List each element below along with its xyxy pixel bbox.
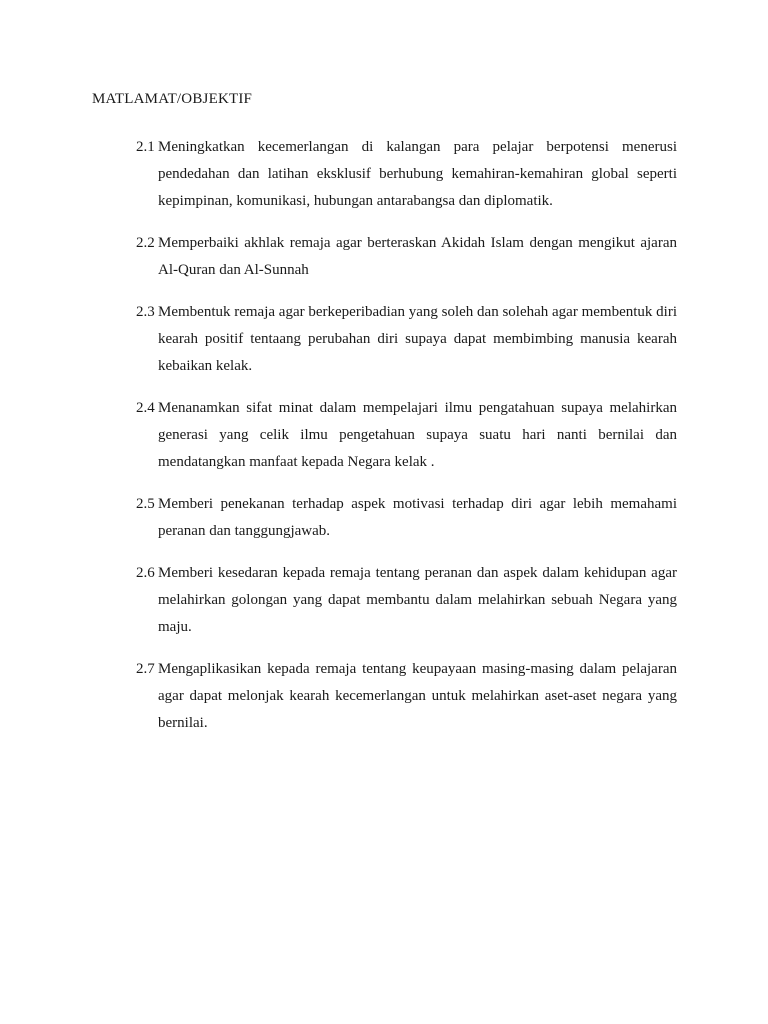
objective-text: Mengaplikasikan kepada remaja tentang keupayaan masing-masing dalam pelajaran agar dapat melonjak kearah kecemerlangan untuk melahirkan aset-aset negara yang bernilai. xyxy=(158,661,677,731)
objective-number: 2.2 xyxy=(136,235,155,251)
objective-text: Membentuk remaja agar berkeperibadian yang soleh dan solehah agar membentuk diri kearah positif tentaang perubahan diri supaya dapat membimbing manusia kearah kebaikan kelak. xyxy=(158,304,677,374)
objective-text: Memberi kesedaran kepada remaja tentang peranan dan aspek dalam kehidupan agar melahirkan golongan yang dapat membantu dalam melahirkan sebuah Negara yang maju. xyxy=(158,565,677,635)
objective-number: 2.3 xyxy=(136,304,155,320)
objective-text: Meningkatkan kecemerlangan di kalangan para pelajar berpotensi menerusi pendedahan dan latihan eksklusif berhubung kemahiran-kemahiran global seperti kepimpinan, komunikasi, hubungan antarabangsa dan diplomatik. xyxy=(158,139,677,209)
objective-item xyxy=(136,395,677,476)
objective-text: Memperbaiki akhlak remaja agar berteraskan Akidah Islam dengan mengikut ajaran Al-Quran dan Al-Sunnah xyxy=(158,235,677,278)
objective-item xyxy=(136,299,677,380)
objective-item xyxy=(136,491,677,545)
objective-list xyxy=(136,134,677,752)
objective-number: 2.4 xyxy=(136,400,155,416)
objective-number: 2.6 xyxy=(136,565,155,581)
objective-item xyxy=(136,656,677,737)
objective-number: 2.5 xyxy=(136,496,155,512)
objective-text: Menanamkan sifat minat dalam mempelajari ilmu pengatahuan supaya melahirkan generasi yang celik ilmu pengetahuan supaya suatu hari nanti bernilai dan mendatangkan manfaat kepada Negara kelak . xyxy=(158,400,677,470)
objective-item xyxy=(136,134,677,215)
objective-text: Memberi penekanan terhadap aspek motivasi terhadap diri agar lebih memahami peranan dan tanggungjawab. xyxy=(158,496,677,539)
document-title: MATLAMAT/OBJEKTIF xyxy=(92,91,253,107)
objective-number: 2.1 xyxy=(136,139,155,155)
objective-number: 2.7 xyxy=(136,661,155,677)
objective-item xyxy=(136,560,677,641)
objective-item xyxy=(136,230,677,284)
